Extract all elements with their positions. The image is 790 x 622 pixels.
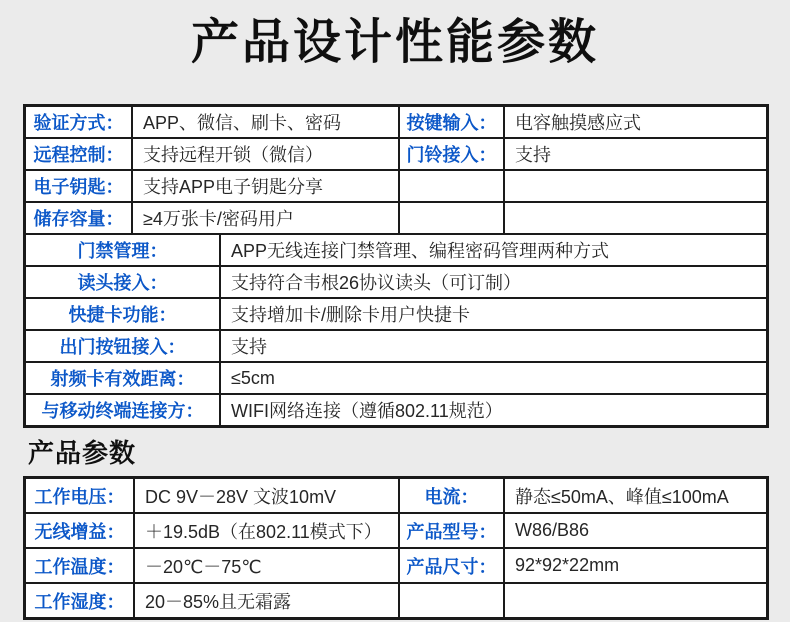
- spec-value-empty: [505, 584, 766, 617]
- spec-label-empty: [400, 584, 505, 617]
- section-title-product-parameters: 产品参数: [28, 438, 137, 469]
- spec-value: DC 9V－28V 文波10mV: [135, 479, 400, 512]
- spec-label: 与移动终端连接方：: [26, 395, 221, 425]
- table-row: [26, 584, 766, 617]
- spec-value: 静态≤50mA、峰值≤100mA: [515, 486, 729, 507]
- table-row: [26, 299, 766, 331]
- spec-value: ≥4万张卡/密码用户: [133, 203, 400, 233]
- spec-label: 工作电压：: [26, 479, 135, 512]
- spec-label: 无线增益：: [26, 514, 135, 547]
- spec-label: 工作湿度：: [26, 584, 135, 617]
- design-performance-table: [23, 104, 769, 428]
- spec-value: 支持增加卡/删除卡用户快捷卡: [231, 305, 470, 326]
- spec-value: ≤5cm: [231, 367, 275, 388]
- table-row: [26, 171, 766, 203]
- spec-value: 支持符合韦根26协议读头（可订制）: [231, 273, 522, 294]
- spec-label: 储存容量：: [26, 203, 133, 233]
- table-row: [26, 107, 766, 139]
- spec-label: 出门按钮接入：: [26, 331, 221, 361]
- spec-value: 支持: [231, 337, 267, 358]
- table-row: [26, 363, 766, 395]
- table-row: [26, 267, 766, 299]
- spec-label: 读头接入：: [26, 267, 221, 297]
- spec-value: W86/B86: [515, 520, 590, 541]
- spec-label: 产品型号：: [400, 514, 505, 547]
- spec-label: 工作温度：: [26, 549, 135, 582]
- spec-label: 门铃接入：: [400, 139, 505, 169]
- spec-value: 支持: [515, 145, 551, 166]
- spec-label: 按键输入：: [400, 107, 505, 137]
- spec-value: 支持APP电子钥匙分享: [133, 171, 400, 201]
- spec-value: －20℃－75℃: [135, 549, 400, 582]
- table-row: [26, 479, 766, 514]
- spec-value: ＋19.5dB（在802.11模式下）: [135, 514, 400, 547]
- spec-value-empty: [505, 203, 766, 233]
- spec-value: 92*92*22mm: [515, 555, 620, 576]
- spec-label: 产品尺寸：: [400, 549, 505, 582]
- spec-label: 射频卡有效距离：: [26, 363, 221, 393]
- spec-label: 门禁管理：: [26, 235, 221, 265]
- spec-value-empty: [505, 171, 766, 201]
- table-row: [26, 139, 766, 171]
- page-title: 产品设计性能参数: [190, 16, 599, 69]
- table-row: [26, 331, 766, 363]
- spec-label: 电流：: [400, 479, 505, 512]
- spec-value: 电容触摸感应式: [515, 113, 641, 134]
- spec-label-empty: [400, 171, 505, 201]
- spec-value: 支持远程开锁（微信）: [133, 139, 400, 169]
- spec-label-empty: [400, 203, 505, 233]
- spec-value: 20－85%且无霜露: [135, 584, 400, 617]
- table-row: [26, 549, 766, 584]
- spec-label: 远程控制：: [26, 139, 133, 169]
- spec-label: 验证方式：: [26, 107, 133, 137]
- spec-label: 快捷卡功能：: [26, 299, 221, 329]
- table-row: [26, 514, 766, 549]
- spec-value: APP无线连接门禁管理、编程密码管理两种方式: [231, 241, 610, 262]
- spec-value: APP、微信、刷卡、密码: [133, 107, 400, 137]
- table-row: [26, 203, 766, 235]
- spec-label: 电子钥匙：: [26, 171, 133, 201]
- table-row: [26, 395, 766, 425]
- product-parameters-table: [23, 476, 769, 620]
- spec-value: WIFI网络连接（遵循802.11规范）: [231, 401, 503, 422]
- table-row: [26, 235, 766, 267]
